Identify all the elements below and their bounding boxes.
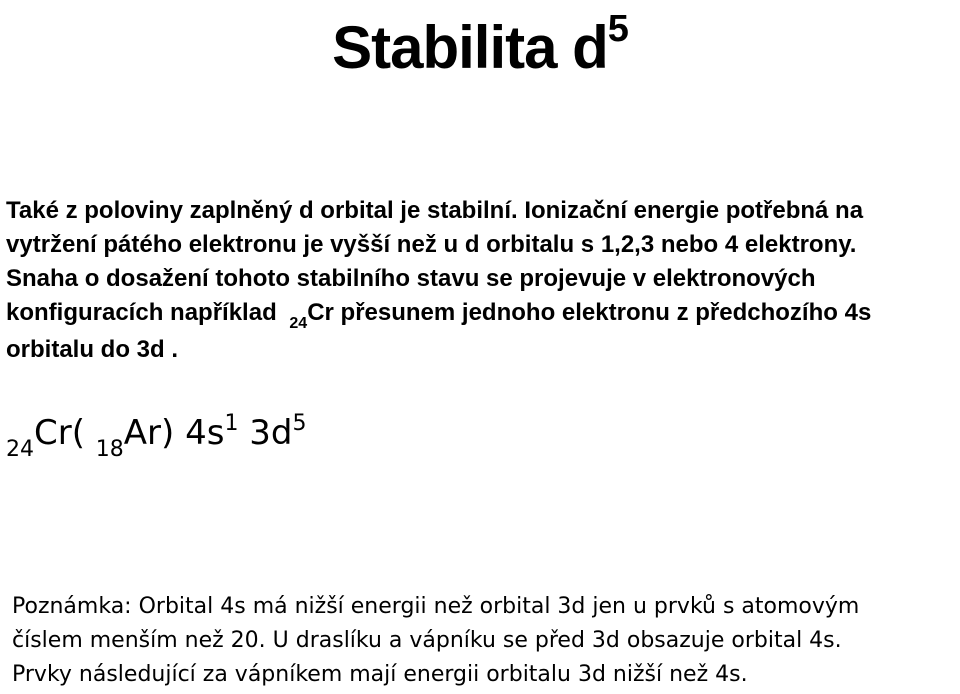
formula-part-cr: Cr( [34,413,85,453]
formula-superscript-1: 1 [224,411,239,436]
paragraph-line-4-end: Cr přesunem jednoho elektronu z předchozího 4s [307,299,872,326]
paragraph-line-2: vytržení pátého elektronu je vyšší než u d orbitalu s 1,2,3 nebo 4 elektrony. [6,231,857,258]
formula-subscript-18: 18 [95,437,124,462]
main-paragraph [6,194,956,367]
formula-subscript-24: 24 [6,437,34,462]
formula-superscript-5: 5 [292,411,307,436]
paragraph-subscript-24: 24 [289,315,308,332]
paragraph-line-5: orbitalu do 3d . [6,336,178,363]
note-line-3: Prvky následující za vápníkem mají energii orbitalu 3d nižší než 4s. [12,662,748,687]
electron-configuration-formula [6,408,306,463]
note-line-1: Poznámka: Orbital 4s má nižší energii než orbital 3d jen u prvků s atomovým [12,594,860,619]
formula-part-3d: 3d [249,413,293,453]
title-text: Stabilita d [332,14,608,81]
title-superscript: 5 [607,8,628,50]
paragraph-line-4-start: konfiguracích například [6,299,277,326]
paragraph-line-1: Také z poloviny zaplněný d orbital je stabilní. Ionizační energie potřebná na [6,197,864,224]
paragraph-line-3: Snaha o dosažení tohoto stabilního stavu se projevuje v elektronových [6,265,816,292]
page-title [0,0,960,83]
formula-part-ar: Ar) 4s [123,413,225,453]
note-block [12,590,956,692]
note-line-2: číslem menším než 20. U draslíku a vápníku se před 3d obsazuje orbital 4s. [12,628,842,653]
paragraph-line-4 [6,296,956,333]
